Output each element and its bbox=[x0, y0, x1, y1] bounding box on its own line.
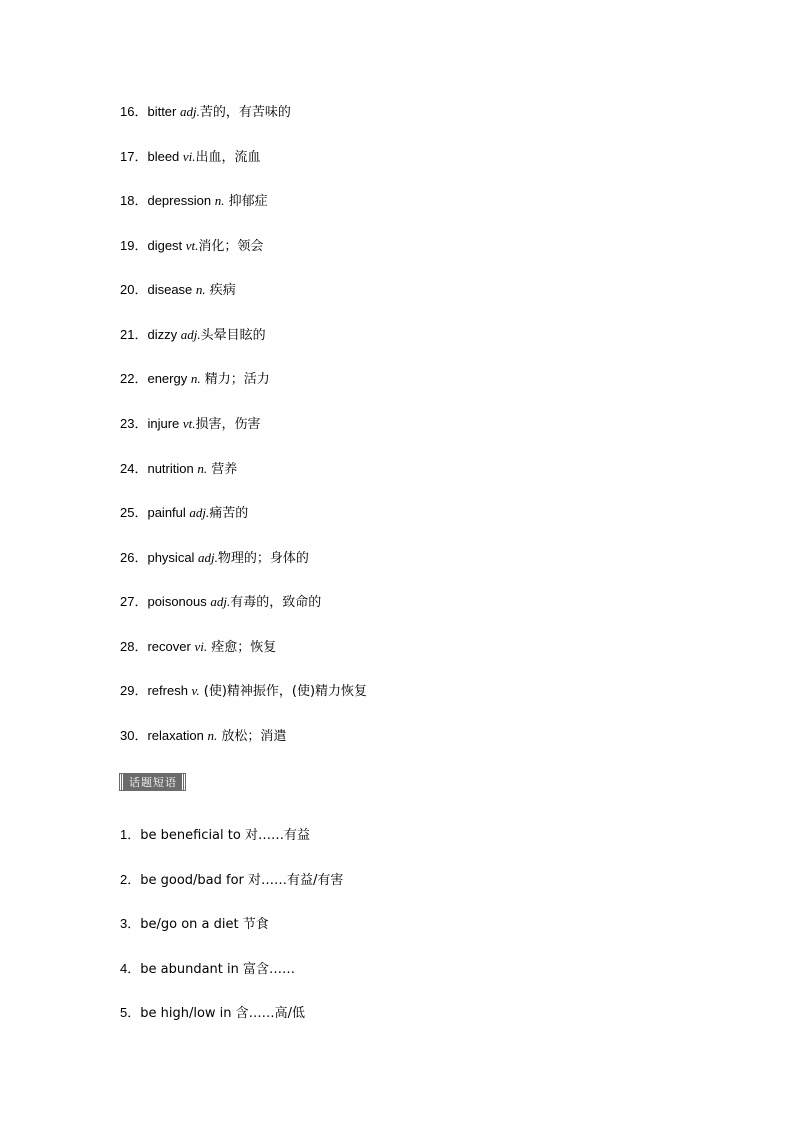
item-number: 17． bbox=[120, 149, 148, 164]
item-word: digest bbox=[147, 238, 186, 253]
item-pos: vi. bbox=[194, 639, 208, 654]
item-number: 26． bbox=[120, 550, 148, 565]
vocab-item bbox=[120, 726, 286, 747]
vocab-item bbox=[120, 459, 237, 480]
item-number: 4． bbox=[120, 961, 141, 976]
item-number: 20． bbox=[120, 282, 148, 297]
item-word: bleed bbox=[147, 149, 183, 164]
vocab-item bbox=[120, 369, 270, 390]
item-definition: 头晕目眩的 bbox=[200, 328, 266, 343]
phrase-item bbox=[120, 959, 295, 980]
item-pos: vt. bbox=[182, 416, 196, 431]
item-number: 24． bbox=[120, 461, 148, 476]
vocab-item bbox=[120, 280, 236, 301]
phrase-item bbox=[120, 825, 310, 846]
item-word: injure bbox=[147, 416, 183, 431]
item-number: 5． bbox=[120, 1005, 141, 1020]
item-definition: (使)精神振作，(使)精力恢复 bbox=[199, 684, 368, 699]
vocab-item bbox=[120, 503, 248, 524]
item-word: bitter bbox=[147, 104, 180, 119]
item-number: 1． bbox=[120, 827, 141, 842]
item-pos: adj. bbox=[210, 594, 231, 609]
item-word: poisonous bbox=[147, 594, 211, 609]
item-definition: 抑郁症 bbox=[224, 194, 268, 209]
item-number: 30． bbox=[120, 728, 148, 743]
item-word: painful bbox=[147, 505, 190, 520]
item-number: 3． bbox=[120, 916, 141, 931]
item-number: 23． bbox=[120, 416, 148, 431]
item-word: refresh bbox=[147, 683, 192, 698]
item-pos: adj. bbox=[198, 550, 218, 565]
item-pos: n. bbox=[195, 282, 206, 297]
item-number: 28． bbox=[120, 639, 148, 654]
item-definition: 营养 bbox=[207, 462, 238, 477]
item-pos: vt. bbox=[185, 238, 199, 253]
item-number: 2． bbox=[120, 872, 141, 887]
item-number: 21． bbox=[120, 327, 148, 342]
item-word: relaxation bbox=[147, 728, 208, 743]
item-number: 27． bbox=[120, 594, 148, 609]
vocab-item bbox=[120, 548, 309, 569]
item-definition: 损害，伤害 bbox=[195, 417, 261, 432]
item-definition: 苦的，有苦味的 bbox=[199, 105, 291, 120]
phrase-text: be high/low in 含……高/低 bbox=[140, 1006, 306, 1021]
item-word: disease bbox=[147, 282, 196, 297]
item-word: physical bbox=[147, 550, 199, 565]
item-definition: 物理的；身体的 bbox=[217, 551, 309, 566]
item-word: energy bbox=[147, 371, 191, 386]
phrase-text: be abundant in 富含…… bbox=[140, 962, 295, 977]
phrase-item bbox=[120, 914, 269, 935]
item-word: depression bbox=[147, 193, 215, 208]
item-pos: v. bbox=[191, 683, 200, 698]
vocab-item bbox=[120, 414, 261, 435]
item-pos: adj. bbox=[179, 104, 200, 119]
item-definition: 出血，流血 bbox=[195, 150, 261, 165]
item-definition: 痊愈；恢复 bbox=[207, 640, 277, 655]
phrase-text: be beneficial to 对……有益 bbox=[140, 828, 310, 843]
item-number: 19． bbox=[120, 238, 148, 253]
vocab-item bbox=[120, 236, 263, 257]
item-pos: n. bbox=[197, 461, 208, 476]
item-number: 22． bbox=[120, 371, 148, 386]
item-definition: 疾病 bbox=[205, 283, 236, 298]
phrase-item bbox=[120, 870, 343, 891]
vocab-item bbox=[120, 102, 291, 123]
item-number: 29． bbox=[120, 683, 148, 698]
item-pos: vi. bbox=[182, 149, 196, 164]
item-definition: 精力；活力 bbox=[200, 372, 270, 387]
section-tag-topic-phrases: 话题短语 bbox=[120, 774, 185, 790]
item-definition: 有毒的，致命的 bbox=[230, 595, 322, 610]
phrase-item bbox=[120, 1003, 305, 1024]
item-word: dizzy bbox=[147, 327, 181, 342]
item-pos: n. bbox=[207, 728, 218, 743]
item-definition: 放松；消遣 bbox=[217, 729, 287, 744]
item-pos: adj. bbox=[180, 327, 201, 342]
item-definition: 痛苦的 bbox=[209, 506, 249, 521]
item-number: 18． bbox=[120, 193, 148, 208]
item-number: 25． bbox=[120, 505, 148, 520]
vocab-item bbox=[120, 681, 367, 702]
item-definition: 消化；领会 bbox=[198, 239, 264, 254]
item-pos: adj. bbox=[189, 505, 210, 520]
vocab-item bbox=[120, 637, 276, 658]
vocab-item bbox=[120, 325, 266, 346]
item-pos: n. bbox=[214, 193, 225, 208]
item-word: nutrition bbox=[147, 461, 198, 476]
phrase-text: be good/bad for 对……有益/有害 bbox=[140, 873, 344, 888]
vocab-item bbox=[120, 191, 268, 212]
vocab-item bbox=[120, 147, 261, 168]
phrase-text: be/go on a diet 节食 bbox=[140, 917, 269, 932]
vocab-item bbox=[120, 592, 321, 613]
item-word: recover bbox=[147, 639, 195, 654]
item-number: 16． bbox=[120, 104, 148, 119]
item-pos: n. bbox=[190, 371, 201, 386]
